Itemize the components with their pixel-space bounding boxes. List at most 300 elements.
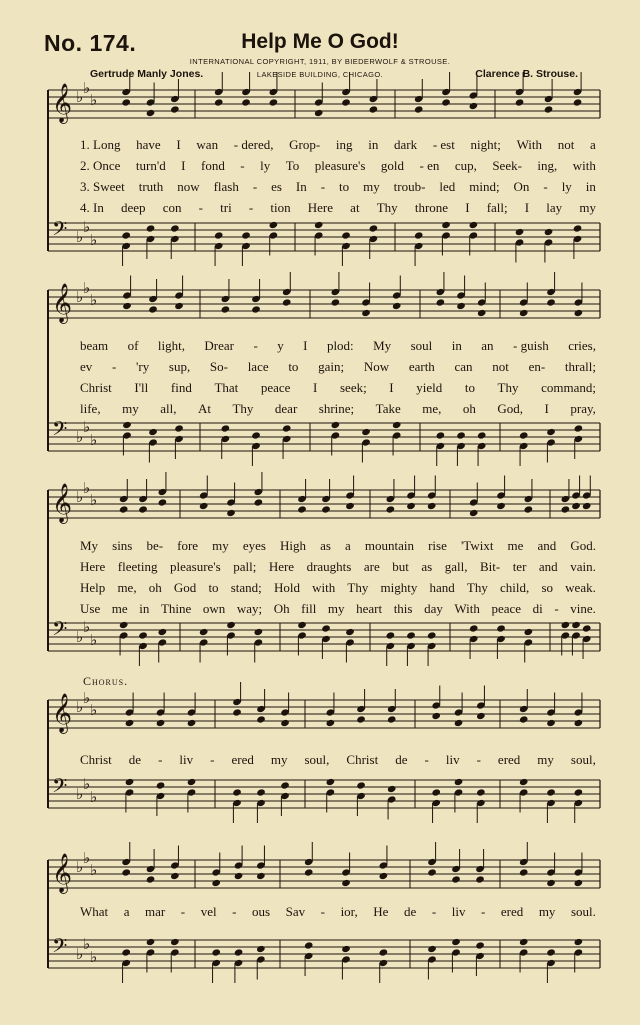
flat-icon: ♭ (90, 491, 98, 509)
lyric-syllable: Christ (80, 752, 112, 767)
lyric-syllable: my (122, 401, 139, 416)
note-head (496, 624, 506, 632)
note-head (369, 105, 379, 113)
note-head (254, 498, 264, 506)
note-head (454, 778, 464, 786)
lyric-syllable: mar (145, 904, 166, 919)
lyric-syllable: and (538, 559, 558, 574)
lyricist-credit: Gertrude Manly Jones. (90, 68, 204, 80)
lyric-syllable: lay (546, 200, 563, 215)
lyric-syllable: as (320, 538, 331, 553)
lyric-syllable: be- (146, 538, 164, 553)
note-head (519, 778, 529, 786)
lyric-syllable: - (240, 158, 245, 173)
lyric-syllable: I (181, 158, 186, 173)
verse-3-line-1 (80, 179, 596, 195)
note-head (392, 421, 402, 429)
note-head (561, 621, 571, 629)
bass-clef-icon: 𝄢 (52, 417, 68, 445)
lyric-syllable: - (158, 752, 163, 767)
lyric-syllable: an (481, 338, 494, 353)
note-head (326, 719, 336, 727)
note-head (146, 224, 156, 232)
note-head (256, 945, 266, 953)
lyric-syllable: ous (252, 904, 271, 919)
lyric-syllable: Hold (273, 580, 300, 595)
verse-1-line-2 (80, 338, 596, 354)
note-head (427, 945, 437, 953)
lyric-syllable: draughts (306, 559, 352, 574)
note-head (170, 224, 180, 232)
note-head (146, 109, 156, 117)
lyric-syllable: life, (80, 401, 101, 416)
note-head (341, 231, 351, 239)
note-head (156, 781, 166, 789)
lyric-syllable: deep (121, 200, 146, 215)
lyric-syllable: Bit- (479, 559, 501, 574)
lyric-syllable: me, (117, 580, 137, 595)
lyric-syllable: de (404, 904, 417, 919)
lyric-syllable: find (170, 380, 192, 395)
note-head (574, 719, 584, 727)
flat-icon: ♭ (83, 218, 91, 236)
lyric-syllable: throne (414, 200, 449, 215)
note-head (146, 875, 156, 883)
flat-icon: ♭ (83, 775, 91, 793)
lyric-syllable: I (313, 380, 318, 395)
lyric-syllable: truth (138, 179, 164, 194)
lyric-syllable: Seek- (492, 158, 522, 173)
note-head (392, 302, 402, 310)
lyric-syllable: a (345, 538, 351, 553)
note-head (125, 719, 135, 727)
lyric-syllable: - (320, 904, 326, 919)
lyric-syllable: ing (335, 137, 353, 152)
lyric-syllable: High (280, 538, 307, 553)
lyric-syllable: I (544, 401, 549, 416)
note-head (282, 424, 292, 432)
note-head (121, 868, 131, 876)
lyric-syllable: way; (236, 601, 263, 616)
lyric-syllable: my (537, 752, 554, 767)
note-head (431, 788, 441, 796)
lyric-syllable: oh (148, 580, 162, 595)
note-head (356, 781, 366, 789)
note-head (125, 778, 135, 786)
note-head (379, 872, 389, 880)
note-head (170, 938, 180, 946)
flat-icon: ♭ (90, 91, 98, 109)
lyric-syllable: gall, (444, 559, 468, 574)
note-head (414, 105, 424, 113)
note-head (148, 428, 158, 436)
lyric-syllable: - (543, 179, 548, 194)
lyric-syllable: fill (301, 601, 317, 616)
lyric-syllable: de (395, 752, 408, 767)
lyric-syllable: - (252, 179, 258, 194)
note-head (574, 424, 584, 432)
lyric-syllable: vel (200, 904, 217, 919)
lyric-syllable: With (454, 601, 480, 616)
lyric-syllable: 2. Once (80, 158, 121, 173)
lyric-syllable: night; (470, 137, 501, 152)
lyric-syllable: in (139, 601, 150, 616)
lyric-syllable: - (180, 904, 186, 919)
lyric-syllable: day (424, 601, 443, 616)
note-head (476, 788, 486, 796)
note-head (297, 505, 307, 513)
lyric-syllable: - (320, 179, 326, 194)
lyric-syllable: dark (394, 137, 418, 152)
note-head (573, 98, 583, 106)
lyric-syllable: ly (260, 158, 271, 173)
lyric-syllable: troub- (393, 179, 426, 194)
lyric-syllable: At (197, 401, 211, 416)
lyric-syllable: as (421, 559, 433, 574)
lyric-syllable: my (579, 200, 596, 215)
lyric-syllable: en- (528, 359, 546, 374)
lyric-syllable: Thy (376, 200, 398, 215)
note-head (469, 509, 479, 517)
note-head (121, 231, 131, 239)
lyric-syllable: With (516, 137, 543, 152)
lyric-syllable: Oh (273, 601, 290, 616)
lyric-syllable: are (363, 559, 380, 574)
note-head (574, 879, 584, 887)
note-head (546, 948, 556, 956)
flat-icon: ♭ (83, 479, 91, 497)
lyric-syllable: to (288, 359, 299, 374)
note-head (574, 788, 584, 796)
lyric-syllable: peace (260, 380, 291, 395)
lyric-syllable: flash (213, 179, 239, 194)
lyric-syllable: mountain (364, 538, 415, 553)
lyric-syllable: I (176, 137, 181, 152)
verse-2-line-2 (80, 359, 596, 375)
lyric-syllable: at (350, 200, 360, 215)
flat-icon: ♭ (76, 428, 84, 446)
lyric-syllable: fall; (486, 200, 508, 215)
lyric-syllable: ev (80, 359, 93, 374)
treble-clef-icon: 𝄞 (52, 283, 73, 323)
lyric-syllable: Now (363, 359, 390, 374)
note-head (119, 621, 129, 629)
lyric-syllable: soul, (304, 752, 330, 767)
note-head (341, 945, 351, 953)
note-head (314, 221, 324, 229)
lyric-syllable: to (339, 179, 350, 194)
lyric-syllable: mind; (469, 179, 500, 194)
lyric-syllable: pleasure's (314, 158, 366, 173)
note-head (469, 624, 479, 632)
verse-4-line-2 (80, 401, 596, 417)
note-head (138, 505, 148, 513)
flat-icon: ♭ (83, 935, 91, 953)
flat-icon: ♭ (76, 628, 84, 646)
note-head (519, 938, 529, 946)
music-system-1 (0, 78, 640, 278)
note-head (304, 868, 314, 876)
lyric-syllable: peace (491, 601, 522, 616)
lyric-syllable: con (162, 200, 182, 215)
lyric-syllable: 4. In (80, 200, 104, 215)
note-head (121, 98, 131, 106)
note-head (519, 431, 529, 439)
note-head (574, 938, 584, 946)
verse-3-line-3 (80, 580, 596, 596)
lyric-syllable: Thy (497, 380, 519, 395)
note-head (582, 624, 592, 632)
lyric-syllable: heart (356, 601, 383, 616)
note-head (546, 298, 556, 306)
flat-icon: ♭ (76, 88, 84, 106)
note-head (387, 785, 397, 793)
lyric-syllable: but (392, 559, 409, 574)
note-head (280, 719, 290, 727)
note-head (187, 719, 197, 727)
note-head (341, 98, 351, 106)
lyric-syllable: and (537, 538, 557, 553)
lyric-syllable: ior, (340, 904, 358, 919)
note-head (386, 631, 396, 639)
flat-icon: ♭ (76, 785, 84, 803)
lyric-syllable: God. (570, 538, 596, 553)
note-head (582, 502, 592, 510)
lyric-syllable: to (464, 380, 475, 395)
lyric-syllable: What (80, 904, 109, 919)
lyric-syllable: - (476, 752, 481, 767)
note-head (469, 102, 479, 110)
note-head (199, 628, 209, 636)
lyric-syllable: earth (408, 359, 435, 374)
note-head (546, 428, 556, 436)
note-head (341, 879, 351, 887)
note-head (406, 631, 416, 639)
lyric-syllable: child, (500, 580, 530, 595)
note-head (119, 505, 129, 513)
note-head (427, 868, 437, 876)
note-head (282, 298, 292, 306)
note-head (251, 305, 261, 313)
note-head (187, 778, 197, 786)
note-head (158, 628, 168, 636)
note-head (232, 708, 242, 716)
lyric-syllable: led (439, 179, 456, 194)
bass-clef-icon: 𝄢 (52, 617, 68, 645)
note-head (226, 509, 236, 517)
lyric-syllable: Here (307, 200, 334, 215)
lyric-syllable: - (554, 601, 559, 616)
note-head (331, 421, 341, 429)
lyric-syllable: gain; (318, 359, 345, 374)
lyric-syllable: my (212, 538, 229, 553)
note-head (297, 621, 307, 629)
lyric-syllable: Here (80, 559, 106, 574)
lyric-syllable: - (232, 904, 237, 919)
lyric-syllable: rise (428, 538, 447, 553)
note-head (269, 98, 279, 106)
lyric-syllable: In (295, 179, 307, 194)
note-head (138, 631, 148, 639)
flat-icon: ♭ (90, 861, 98, 879)
lyric-syllable: Here (268, 559, 295, 574)
note-head (436, 431, 446, 439)
lyric-syllable: fond (200, 158, 225, 173)
lyric-syllable: y (277, 338, 284, 353)
note-head (515, 228, 525, 236)
note-head (477, 309, 487, 317)
lyric-syllable: all, (160, 401, 177, 416)
lyric-syllable: shrine; (318, 401, 355, 416)
lyric-syllable: - en (419, 158, 440, 173)
note-head (251, 431, 261, 439)
note-head (456, 302, 466, 310)
lyric-syllable: Grop- (289, 137, 321, 152)
lyric-syllable: fleeting (117, 559, 158, 574)
note-head (158, 498, 168, 506)
lyric-syllable: liv (451, 904, 466, 919)
flat-icon: ♭ (76, 945, 84, 963)
lyric-syllable: weak. (565, 580, 596, 595)
lyric-syllable: - (431, 904, 437, 919)
lyric-syllable: ered (497, 752, 521, 767)
flat-icon: ♭ (76, 858, 84, 876)
note-head (469, 221, 479, 229)
note-head (451, 875, 461, 883)
lyric-syllable: I (465, 200, 470, 215)
note-head (427, 631, 437, 639)
note-head (519, 868, 529, 876)
lyric-syllable: Thy (466, 580, 488, 595)
note-head (174, 424, 184, 432)
lyric-syllable: Sav (285, 904, 306, 919)
lyric-syllable: tri (220, 200, 232, 215)
lyric-syllable: Thy (347, 580, 369, 595)
lyric-syllable: plod: (326, 338, 354, 353)
note-head (427, 502, 437, 510)
music-system-2 (0, 278, 640, 478)
flat-icon: ♭ (90, 291, 98, 309)
lyric-syllable: thrall; (564, 359, 596, 374)
lyric-syllable: a (590, 137, 596, 152)
lyric-syllable: I (524, 200, 530, 215)
lyric-syllable: 1. Long (80, 137, 121, 152)
note-head (304, 941, 314, 949)
lyric-syllable: On (513, 179, 530, 194)
lyric-syllable: own (202, 601, 226, 616)
lyric-syllable: My (80, 538, 99, 553)
treble-clef-icon: 𝄞 (52, 853, 73, 893)
flat-icon: ♭ (90, 631, 98, 649)
lyric-syllable: command; (541, 380, 596, 395)
lyric-syllable: dear (274, 401, 298, 416)
note-head (269, 221, 279, 229)
note-head (574, 309, 584, 317)
note-head (280, 781, 290, 789)
lyric-syllable: He (373, 904, 389, 919)
note-head (232, 788, 242, 796)
lyric-syllable: liv (445, 752, 460, 767)
lyric-syllable: pall; (233, 559, 257, 574)
lyric-syllable: ly (561, 179, 572, 194)
hymn-title: Help Me O God! (241, 30, 399, 53)
lyric-syllable: Drear (204, 338, 234, 353)
note-head (387, 715, 397, 723)
note-head (544, 105, 554, 113)
lyric-syllable: es (271, 179, 282, 194)
verse-1-line-3 (80, 538, 596, 554)
note-head (544, 228, 554, 236)
lyric-syllable: di (532, 601, 543, 616)
lyric-syllable: pleasure's (169, 559, 221, 574)
lyric-syllable: not (557, 137, 575, 152)
note-head (321, 505, 331, 513)
bass-clef-icon: 𝄢 (52, 934, 68, 962)
note-head (496, 502, 506, 510)
note-head (211, 948, 221, 956)
note-head (345, 502, 355, 510)
copyright-notice: INTERNATIONAL COPYRIGHT, 1911, BY BIEDERWOLF & STROUSE. (189, 57, 451, 66)
lyric-syllable: sins (112, 538, 133, 553)
note-head (174, 302, 184, 310)
flat-icon: ♭ (90, 701, 98, 719)
lyric-syllable: - dered, (233, 137, 274, 152)
composer-credit: Clarence B. Strouse. (475, 68, 578, 80)
note-head (256, 788, 266, 796)
lyric-syllable: Christ (346, 752, 379, 767)
lyric-syllable: turn'd (135, 158, 166, 173)
lyric-syllable: my (327, 601, 345, 616)
flat-icon: ♭ (83, 849, 91, 867)
note-head (345, 628, 355, 636)
note-head (146, 938, 156, 946)
chorus-line-1 (80, 752, 596, 768)
note-head (546, 719, 556, 727)
lyric-syllable: Help (80, 580, 106, 595)
lyric-syllable: my (270, 752, 288, 767)
lyric-syllable: now (177, 179, 200, 194)
note-head (571, 621, 581, 629)
lyric-syllable: - guish (513, 338, 549, 353)
note-head (241, 98, 251, 106)
note-head (314, 109, 324, 117)
lyric-syllable: Use (80, 601, 101, 616)
lyric-syllable: ter (512, 559, 527, 574)
note-head (524, 628, 534, 636)
note-head (515, 98, 525, 106)
lyric-syllable: yield (416, 380, 443, 395)
note-head (121, 948, 131, 956)
note-head (477, 431, 487, 439)
lyric-syllable: Christ (80, 380, 112, 395)
note-head (214, 98, 224, 106)
note-head (441, 221, 451, 229)
note-head (546, 788, 556, 796)
lyric-syllable: pray, (570, 401, 596, 416)
flat-icon: ♭ (90, 231, 98, 249)
flat-icon: ♭ (90, 948, 98, 966)
chorus-label: Chorus. (83, 674, 129, 688)
note-head (221, 305, 231, 313)
note-head (234, 872, 244, 880)
note-head (386, 505, 396, 513)
note-head (573, 224, 583, 232)
lyric-syllable: So- (209, 359, 228, 374)
treble-clef-icon: 𝄞 (52, 483, 73, 523)
flat-icon: ♭ (90, 431, 98, 449)
verse-4-line-3 (80, 601, 596, 617)
note-head (170, 872, 180, 880)
